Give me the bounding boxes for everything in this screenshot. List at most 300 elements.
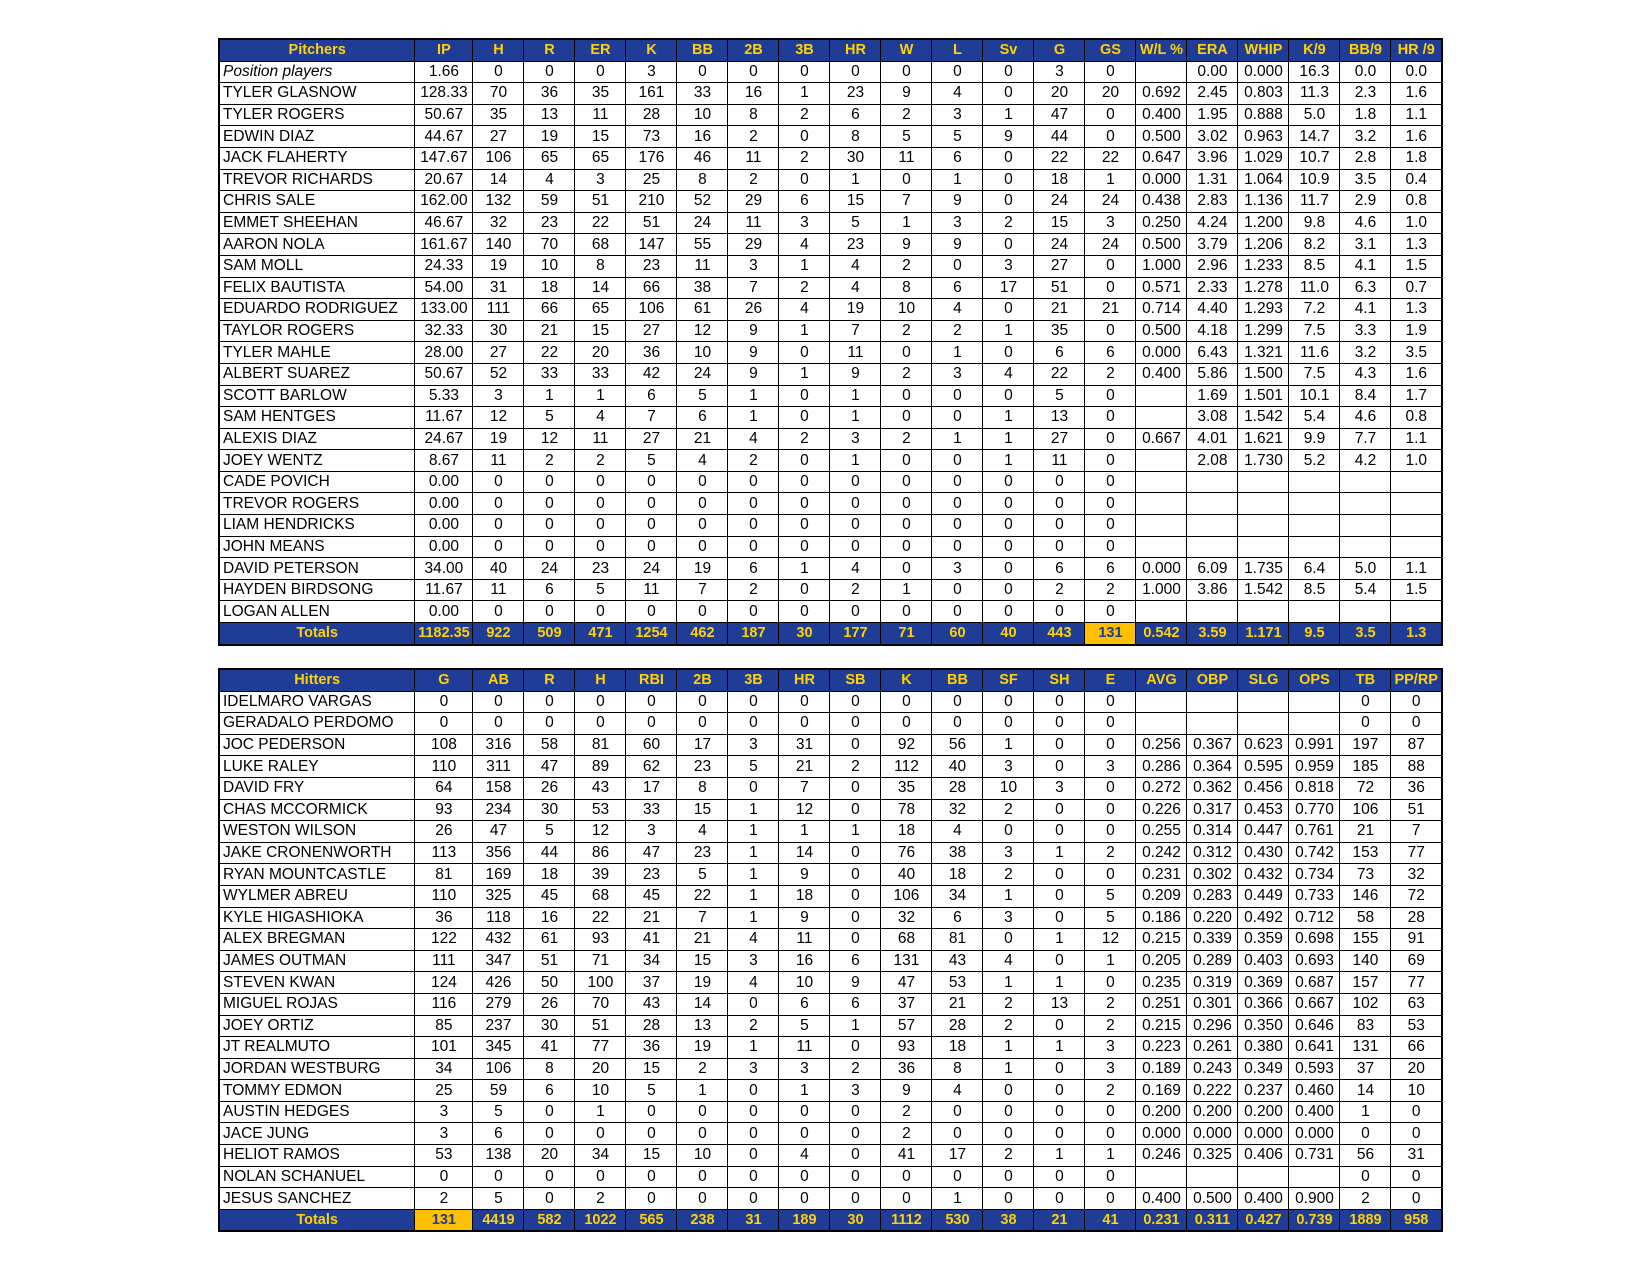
stat-cell: 1.136 [1238, 191, 1289, 213]
stat-cell: 0 [830, 907, 881, 929]
stat-cell: 0.432 [1238, 864, 1289, 886]
stat-cell: 1 [1034, 972, 1085, 994]
player-name: EMMET SHEEHAN [219, 212, 415, 234]
stat-cell: 0.693 [1289, 950, 1340, 972]
stat-cell: 10 [983, 777, 1034, 799]
stat-cell: 0 [1085, 61, 1136, 83]
stat-cell: 19 [677, 972, 728, 994]
stat-cell: 32 [1391, 864, 1442, 886]
stat-cell: 2 [779, 104, 830, 126]
stat-cell: 140 [473, 234, 524, 256]
stat-cell: 34 [626, 950, 677, 972]
stat-cell: 1 [983, 734, 1034, 756]
player-name: JACK FLAHERTY [219, 147, 415, 169]
stat-cell: 9 [779, 864, 830, 886]
player-name: STEVEN KWAN [219, 972, 415, 994]
stat-cell: 0.500 [1136, 126, 1187, 148]
stat-cell: 93 [415, 799, 473, 821]
stat-cell: 4419 [473, 1209, 524, 1231]
stat-cell: 146 [1340, 885, 1391, 907]
stat-cell: 11 [575, 104, 626, 126]
stat-cell: 0.366 [1238, 993, 1289, 1015]
stat-cell: 0 [983, 821, 1034, 843]
stat-cell: 61 [524, 929, 575, 951]
stat-cell: 3 [779, 1058, 830, 1080]
stat-cell: 347 [473, 950, 524, 972]
stat-cell: 68 [575, 234, 626, 256]
stat-cell: 0 [1391, 1101, 1442, 1123]
stat-cell: 3 [932, 363, 983, 385]
stat-cell: 131 [415, 1209, 473, 1231]
stat-cell: 0 [677, 515, 728, 537]
player-name: JOEY ORTIZ [219, 1015, 415, 1037]
stat-cell: 0.380 [1238, 1037, 1289, 1059]
stat-cell: 0 [575, 471, 626, 493]
player-name: TREVOR ROGERS [219, 493, 415, 515]
stat-cell [1187, 713, 1238, 735]
stat-cell: 0.803 [1238, 83, 1289, 105]
player-name: FELIX BAUTISTA [219, 277, 415, 299]
stat-cell: 70 [524, 234, 575, 256]
hitters-header-row [219, 669, 1442, 691]
stat-cell: 0 [575, 691, 626, 713]
stat-cell: 1.029 [1238, 147, 1289, 169]
stat-cell: 0 [524, 536, 575, 558]
stat-cell: 4.40 [1187, 299, 1238, 321]
stat-cell: 14.7 [1289, 126, 1340, 148]
stat-cell: 7.7 [1340, 428, 1391, 450]
stat-cell: 471 [575, 623, 626, 645]
player-name: AARON NOLA [219, 234, 415, 256]
stat-cell: 3 [1085, 1037, 1136, 1059]
stat-cell: 0 [1085, 493, 1136, 515]
stat-cell: 66 [524, 299, 575, 321]
stat-cell: 14 [677, 993, 728, 1015]
stat-cell: 1.730 [1238, 450, 1289, 472]
stat-cell: 0 [415, 1166, 473, 1188]
stat-cell: 2 [983, 799, 1034, 821]
player-name: SAM HENTGES [219, 407, 415, 429]
stat-cell: R [524, 39, 575, 61]
stat-cell: 0.205 [1136, 950, 1187, 972]
stat-cell: 1 [779, 255, 830, 277]
stat-cell: 20 [1034, 83, 1085, 105]
stat-cell: 0 [830, 61, 881, 83]
stat-cell [1391, 515, 1442, 537]
stat-cell: 0 [830, 691, 881, 713]
stat-cell: 147 [626, 234, 677, 256]
stat-cell: 2 [983, 1015, 1034, 1037]
stat-cell: 20.67 [415, 169, 473, 191]
player-name: CHAS MCCORMICK [219, 799, 415, 821]
stat-cell: 47 [881, 972, 932, 994]
stat-cell: 23 [524, 212, 575, 234]
stat-cell: 0.359 [1238, 929, 1289, 951]
stat-cell: 2.45 [1187, 83, 1238, 105]
stat-cell: 0 [779, 1123, 830, 1145]
stat-cell: 0.000 [1136, 342, 1187, 364]
stat-cell: 17 [932, 1145, 983, 1167]
stat-cell: 2 [728, 579, 779, 601]
stat-cell: 22 [1085, 147, 1136, 169]
stat-cell: 0.438 [1136, 191, 1187, 213]
stat-cell: 54.00 [415, 277, 473, 299]
stat-cell: 44 [1034, 126, 1085, 148]
stat-cell: 2 [524, 450, 575, 472]
stat-cell: 5 [626, 1080, 677, 1102]
stat-cell: 1.3 [1391, 234, 1442, 256]
stat-cell: 0 [1085, 255, 1136, 277]
stat-cell: 0 [830, 536, 881, 558]
stat-cell: 0 [932, 691, 983, 713]
stat-cell: 0 [1085, 1188, 1136, 1210]
stat-cell: 18 [1034, 169, 1085, 191]
stat-cell: H [575, 669, 626, 691]
stat-cell: K [881, 669, 932, 691]
stat-cell: 10 [1391, 1080, 1442, 1102]
stat-cell: 18 [524, 277, 575, 299]
stat-cell: 57 [881, 1015, 932, 1037]
stat-cell: 2 [983, 1145, 1034, 1167]
stat-cell: 15 [1034, 212, 1085, 234]
stat-cell: 3 [728, 255, 779, 277]
stat-cell: 0 [728, 1188, 779, 1210]
stat-cell: 21 [1340, 821, 1391, 843]
stat-cell: 3 [983, 756, 1034, 778]
stat-cell: 3.59 [1187, 623, 1238, 645]
stat-cell: SH [1034, 669, 1085, 691]
stat-cell: 31 [1391, 1145, 1442, 1167]
stat-cell: 6 [524, 1080, 575, 1102]
stat-cell: 0 [524, 493, 575, 515]
stat-cell: 87 [1391, 734, 1442, 756]
stat-cell: 0 [1085, 320, 1136, 342]
stat-cell: 3 [728, 734, 779, 756]
stat-cell: 0 [1034, 1080, 1085, 1102]
stat-cell: 106 [473, 147, 524, 169]
stat-cell: 0 [1085, 471, 1136, 493]
stat-cell: 325 [473, 885, 524, 907]
stat-cell: 0 [1085, 536, 1136, 558]
stat-cell: 93 [881, 1037, 932, 1059]
stat-cell: 0.739 [1289, 1209, 1340, 1231]
stat-cell: 0 [1085, 385, 1136, 407]
stat-cell: 0 [779, 515, 830, 537]
stat-cell: 37 [626, 972, 677, 994]
stat-cell: 0 [728, 777, 779, 799]
stat-cell: 3.79 [1187, 234, 1238, 256]
stat-cell: 5 [473, 1188, 524, 1210]
stat-cell: 1 [575, 1101, 626, 1123]
player-name: WYLMER ABREU [219, 885, 415, 907]
stat-cell: 0 [1034, 713, 1085, 735]
stat-cell: 0 [983, 536, 1034, 558]
stat-cell: 10 [575, 1080, 626, 1102]
stat-cell: 0.272 [1136, 777, 1187, 799]
stat-cell: 11 [728, 147, 779, 169]
stat-cell: 18 [779, 885, 830, 907]
stat-cell: 311 [473, 756, 524, 778]
stat-cell: 0.667 [1289, 993, 1340, 1015]
stat-cell: 2.3 [1340, 83, 1391, 105]
stat-cell: 0 [983, 61, 1034, 83]
stat-cell: 1 [1034, 1037, 1085, 1059]
stat-cell: 17 [626, 777, 677, 799]
stat-cell: 0 [932, 450, 983, 472]
stat-cell: 1.5 [1391, 255, 1442, 277]
stat-cell: 2 [830, 1058, 881, 1080]
stat-cell: 1 [779, 558, 830, 580]
stat-cell: 8 [728, 104, 779, 126]
stat-cell: 2 [728, 450, 779, 472]
stat-cell: 157 [1340, 972, 1391, 994]
stat-cell: 21 [932, 993, 983, 1015]
stat-cell: 1 [830, 450, 881, 472]
player-name: CADE POVICH [219, 471, 415, 493]
stat-cell: 26 [524, 777, 575, 799]
stat-cell: PP/RP [1391, 669, 1442, 691]
stat-cell: 24 [1034, 234, 1085, 256]
stat-cell: 30 [830, 1209, 881, 1231]
stat-cell: 12 [524, 428, 575, 450]
stat-cell: 7.5 [1289, 363, 1340, 385]
stat-cell: 0.169 [1136, 1080, 1187, 1102]
player-name: ALBERT SUAREZ [219, 363, 415, 385]
stat-cell: 0 [575, 61, 626, 83]
stat-cell: K [626, 39, 677, 61]
stat-cell: 4.1 [1340, 299, 1391, 321]
stat-cell: 0.888 [1238, 104, 1289, 126]
stat-cell: 0 [728, 1145, 779, 1167]
stat-cell: 20 [575, 1058, 626, 1080]
stat-cell: 0 [524, 713, 575, 735]
stat-cell: 0.261 [1187, 1037, 1238, 1059]
stat-cell: 1.542 [1238, 407, 1289, 429]
stat-cell: 3 [626, 821, 677, 843]
stat-cell: 0.593 [1289, 1058, 1340, 1080]
stat-cell: 0 [983, 579, 1034, 601]
stat-cell: 0.364 [1187, 756, 1238, 778]
stat-cell: 1 [983, 320, 1034, 342]
stat-cell: 0.571 [1136, 277, 1187, 299]
stat-cell: 53 [415, 1145, 473, 1167]
stat-cell: 12 [677, 320, 728, 342]
stat-cell: 0 [626, 1101, 677, 1123]
stat-cell: 0.209 [1136, 885, 1187, 907]
player-name: JESUS SANCHEZ [219, 1188, 415, 1210]
stat-cell: 0 [1085, 864, 1136, 886]
stat-cell: 0.453 [1238, 799, 1289, 821]
stat-cell: 15 [575, 320, 626, 342]
stat-cell: 5 [932, 126, 983, 148]
stat-cell: 0 [881, 713, 932, 735]
stat-cell: 0 [1085, 691, 1136, 713]
stat-cell: 3 [415, 1123, 473, 1145]
stat-cell: 4.3 [1340, 363, 1391, 385]
stat-cell: 1.66 [415, 61, 473, 83]
stat-cell: 0 [1034, 471, 1085, 493]
stat-cell: 30 [524, 799, 575, 821]
stat-cell: 0 [728, 1080, 779, 1102]
stat-cell: 0 [932, 713, 983, 735]
stat-cell: 6 [830, 950, 881, 972]
stat-cell: 0.302 [1187, 864, 1238, 886]
stat-cell: GS [1085, 39, 1136, 61]
stat-cell: 83 [1340, 1015, 1391, 1037]
stat-cell: 1 [728, 907, 779, 929]
stat-cell: OPS [1289, 669, 1340, 691]
stat-cell: 1.95 [1187, 104, 1238, 126]
table-row [219, 493, 1442, 515]
stat-cell: 0.400 [1289, 1101, 1340, 1123]
player-name: JOEY WENTZ [219, 450, 415, 472]
stat-cell: 0 [983, 191, 1034, 213]
stat-cell: SB [830, 669, 881, 691]
table-row [219, 299, 1442, 321]
stat-cell: 45 [626, 885, 677, 907]
stat-cell: 53 [1391, 1015, 1442, 1037]
stat-cell: 21 [1034, 1209, 1085, 1231]
stat-cell: 3.5 [1340, 623, 1391, 645]
stat-cell: 5 [881, 126, 932, 148]
stat-cell: 1.3 [1391, 623, 1442, 645]
stat-cell: 0.692 [1136, 83, 1187, 105]
stat-cell: 0 [983, 558, 1034, 580]
stat-cell: 0.400 [1136, 363, 1187, 385]
stat-cell: 25 [626, 169, 677, 191]
stat-cell: 0 [881, 61, 932, 83]
stat-cell: 2 [830, 756, 881, 778]
stat-cell: 5.4 [1340, 579, 1391, 601]
player-name: MIGUEL ROJAS [219, 993, 415, 1015]
stat-cell: 11.67 [415, 579, 473, 601]
stat-cell: 0.317 [1187, 799, 1238, 821]
stat-cell: 21 [1034, 299, 1085, 321]
stat-cell: 5 [575, 579, 626, 601]
stat-cell: 0 [1034, 1058, 1085, 1080]
stat-cell: 4 [728, 428, 779, 450]
stat-cell: 0 [1034, 864, 1085, 886]
stat-cell: 2 [1340, 1188, 1391, 1210]
stat-cell: 1 [677, 1080, 728, 1102]
stat-cell: 51 [1034, 277, 1085, 299]
stat-cell: 35 [881, 777, 932, 799]
stat-cell: 1 [1034, 929, 1085, 951]
stat-cell [1136, 407, 1187, 429]
stat-cell: 0 [983, 493, 1034, 515]
table-title: Pitchers [219, 39, 415, 61]
stat-cell: 56 [932, 734, 983, 756]
stat-cell: 131 [1340, 1037, 1391, 1059]
table-row [219, 777, 1442, 799]
stat-cell: 0 [779, 691, 830, 713]
stat-cell: 7 [1391, 821, 1442, 843]
stat-cell: 0 [983, 1080, 1034, 1102]
stat-cell: 0 [1391, 691, 1442, 713]
stat-cell: 0 [728, 515, 779, 537]
stat-cell: 1 [983, 407, 1034, 429]
stat-cell: 0 [473, 471, 524, 493]
table-row [219, 950, 1442, 972]
hitters-totals-row [219, 1209, 1442, 1231]
stat-cell: 50.67 [415, 363, 473, 385]
stat-cell: 1.321 [1238, 342, 1289, 364]
stat-cell: 0 [1034, 885, 1085, 907]
stat-cell: 3.2 [1340, 126, 1391, 148]
stat-cell: 0 [524, 1188, 575, 1210]
stat-cell: 2 [779, 428, 830, 450]
stat-cell: 37 [1340, 1058, 1391, 1080]
stat-cell: 140 [1340, 950, 1391, 972]
stat-cell: 5 [779, 1015, 830, 1037]
stat-cell: 14 [473, 169, 524, 191]
stat-cell: 8 [932, 1058, 983, 1080]
stat-cell: 1.31 [1187, 169, 1238, 191]
stat-cell [1187, 493, 1238, 515]
stat-cell: 922 [473, 623, 524, 645]
stat-cell: 59 [473, 1080, 524, 1102]
stat-cell: 58 [1340, 907, 1391, 929]
stat-cell: 0 [1034, 1166, 1085, 1188]
stat-cell: 40 [881, 864, 932, 886]
stat-cell: 1.000 [1136, 579, 1187, 601]
stat-cell: 0 [473, 1166, 524, 1188]
stat-cell: E [1085, 669, 1136, 691]
stat-cell: 0 [575, 536, 626, 558]
stat-cell: 10 [779, 972, 830, 994]
stat-cell: 6 [626, 385, 677, 407]
stat-cell: 30 [830, 147, 881, 169]
stat-cell: 36 [1391, 777, 1442, 799]
stat-cell: 15 [626, 1058, 677, 1080]
stat-cell: 2.83 [1187, 191, 1238, 213]
stat-cell: 21 [677, 428, 728, 450]
stat-cell: 2 [415, 1188, 473, 1210]
stat-cell: 0.8 [1391, 407, 1442, 429]
stat-cell: 0 [830, 864, 881, 886]
stat-cell: 0 [677, 1188, 728, 1210]
stat-cell: 37 [881, 993, 932, 1015]
stat-cell: 108 [415, 734, 473, 756]
stat-cell: 185 [1340, 756, 1391, 778]
stat-cell: 1 [728, 799, 779, 821]
stat-cell: 153 [1340, 842, 1391, 864]
stat-cell: 0 [728, 1166, 779, 1188]
stat-cell: 3 [1034, 61, 1085, 83]
stat-cell: 106 [473, 1058, 524, 1080]
stat-cell: 6 [1034, 342, 1085, 364]
stat-cell: 1 [1085, 169, 1136, 191]
stat-cell: 7 [830, 320, 881, 342]
stat-cell [1136, 515, 1187, 537]
stat-cell: 36 [524, 83, 575, 105]
stat-cell: 0 [473, 536, 524, 558]
stat-cell: 6 [728, 558, 779, 580]
stat-cell: 0 [575, 601, 626, 623]
table-row [219, 821, 1442, 843]
stat-cell: 2 [575, 450, 626, 472]
stat-cell: 6 [1085, 558, 1136, 580]
stat-cell [1340, 536, 1391, 558]
stat-cell: 4 [575, 407, 626, 429]
stat-cell: 0 [1034, 734, 1085, 756]
stat-cell: 0 [728, 471, 779, 493]
stat-cell: 0 [575, 515, 626, 537]
stat-cell: 1.3 [1391, 299, 1442, 321]
table-row [219, 972, 1442, 994]
stat-cell: 0.349 [1238, 1058, 1289, 1080]
stat-cell: 0 [830, 1188, 881, 1210]
